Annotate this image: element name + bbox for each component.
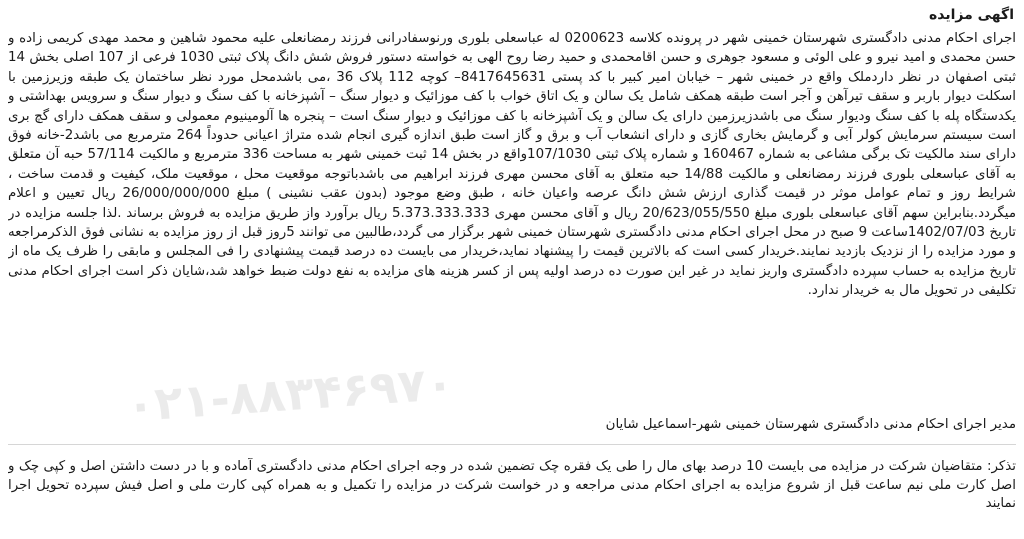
notice-signature: مدیر اجرای احکام مدنی دادگستری شهرستان خمینی شهر-اسماعیل شایان (605, 417, 1016, 432)
notice-body: اجرای احکام مدنی دادگستری شهرستان خمینی شهر در پرونده کلاسه 0200623 له عباسعلی بلوری ورنوسفادرانی فرزند رمضانعلی علیه محمود شاهین و محمد مهدی کریمی زاده و حسن محمدی و امید نیرو و علی الوئی و مسعود جوهری و حسن اقامحمدی و حمید رضا روح الهی به خواسته دستور فروش شش دانگ پلاک ثبتی 1030 فرعی از 107 اصلی بخش 14 ثبتی اصفهان در نظر داردملک واقع در خمینی شهر – خیابان امیر کبیر با کد پستی 8417645631– کوچه 112 پلاک 36 ،می باشدمحل مورد نظر ساختمان یک طبقه وزیرزمین با اسکلت دیوار باربر و سقف تیرآهن و آجر است طبقه همکف شامل یک سالن و یک اتاق خواب با کف موزائیک و دیوار سنگ – آشپزخانه با کف سنگ و دیوار سنگ و سرویس بهداشتی و یکدستگاه پله با کف سنگ ودیوار سنگ می باشدزیرزمین دارای یک سالن و یک آشپزخانه با کف موزائیک و دیوار سنگ است – پنجره ها آلومینیوم معمولی و سقف همکف دارای گچ بری است سیستم سرمایش کولر آبی و گرمایش بخاری گازی و دارای انشعاب آب و برق و گاز است طبق اندازه گیری انجام شده متراژ اعیانی حدوداً 264 مترمربع می باشد2-خانه فوق دارای سند مالکیت تک برگی مشاعی به شماره 160467 و شماره پلاک ثبتی 107/1030واقع در بخش 14 ثبت خمینی شهر به مساحت 336 مترمربع و مالکیت 57/114 حبه آن متعلق به آقای عباسعلی بلوری فرزند رمضانعلی و مالکیت 14/88 حبه متعلق به آقای محسن مهری فرزند ابراهیم می باشدباتوجه موقعیت محل ، موقعیت ملک، کیفیت و قدمت ساخت ، شرایط روز و تمام عوامل موثر در قیمت گذاری ارزش شش دانگ عرصه واعیان خانه ، طبق وضع موجود (بدون عقب نشینی ) مبلغ 26/000/000/000 ریال تعیین و اعلام میگردد.بنابراین سهم آقای عباسعلی بلوری مبلغ 20/623/055/550 ریال و آقای محسن مهری 5.373.333.333 ریال برآورد واز طریق مزایده به فروش برساند .لذا جلسه مزایده در تاریخ 1402/07/03ساعت 9 صبح در محل اجرای احکام مدنی دادگستری شهرستان خمینی شهر برگزار می گردد،طالبین می توانند 5روز قبل از روز مزایده به نشانی فوق الذکرمراجعه و مورد مزایده را از نزدیک بازدید نمایند.خریدار کسی است که بالاترین قیمت را پیشنهاد نماید،خریدار می بایست ده درصد قیمت پیشنهادی را فی المجلس و مابقی را ظرف یک ماه از تاریخ مزایده به حساب سپرده دادگستری واریز نماید در غیر این صورت ده درصد اولیه پس از کسر هزینه های مزایده به نفع دولت ضبط خواهد شد،شایان ذکر است اجرای احکام مدنی تکلیفی در تحویل مال به خریدار ندارد. (8, 31, 1016, 299)
notice-title: اگهی مزایده (928, 7, 1014, 23)
watermark-text: ۰۲۱-۸۸۳۴۶۹۷۰ (124, 355, 456, 433)
divider (8, 444, 1016, 445)
notice-note: تذکر: متقاضیان شرکت در مزایده می بایست 10 درصد بهای مال را طی یک فقره چک تضمین شده در وجه اجرای احکام مدنی دادگستری آماده و با در دست داشتن اصل و کپی چک و اصل کارت ملی نیم ساعت قبل از شروع مزایده به اجرای احکام مدنی مراجعه و در خواست شرکت در مزایده را تکمیل و به همراه کپی کارت ملی و اصل فیش سپرده تحویل اجرا نمایند (8, 459, 1016, 512)
